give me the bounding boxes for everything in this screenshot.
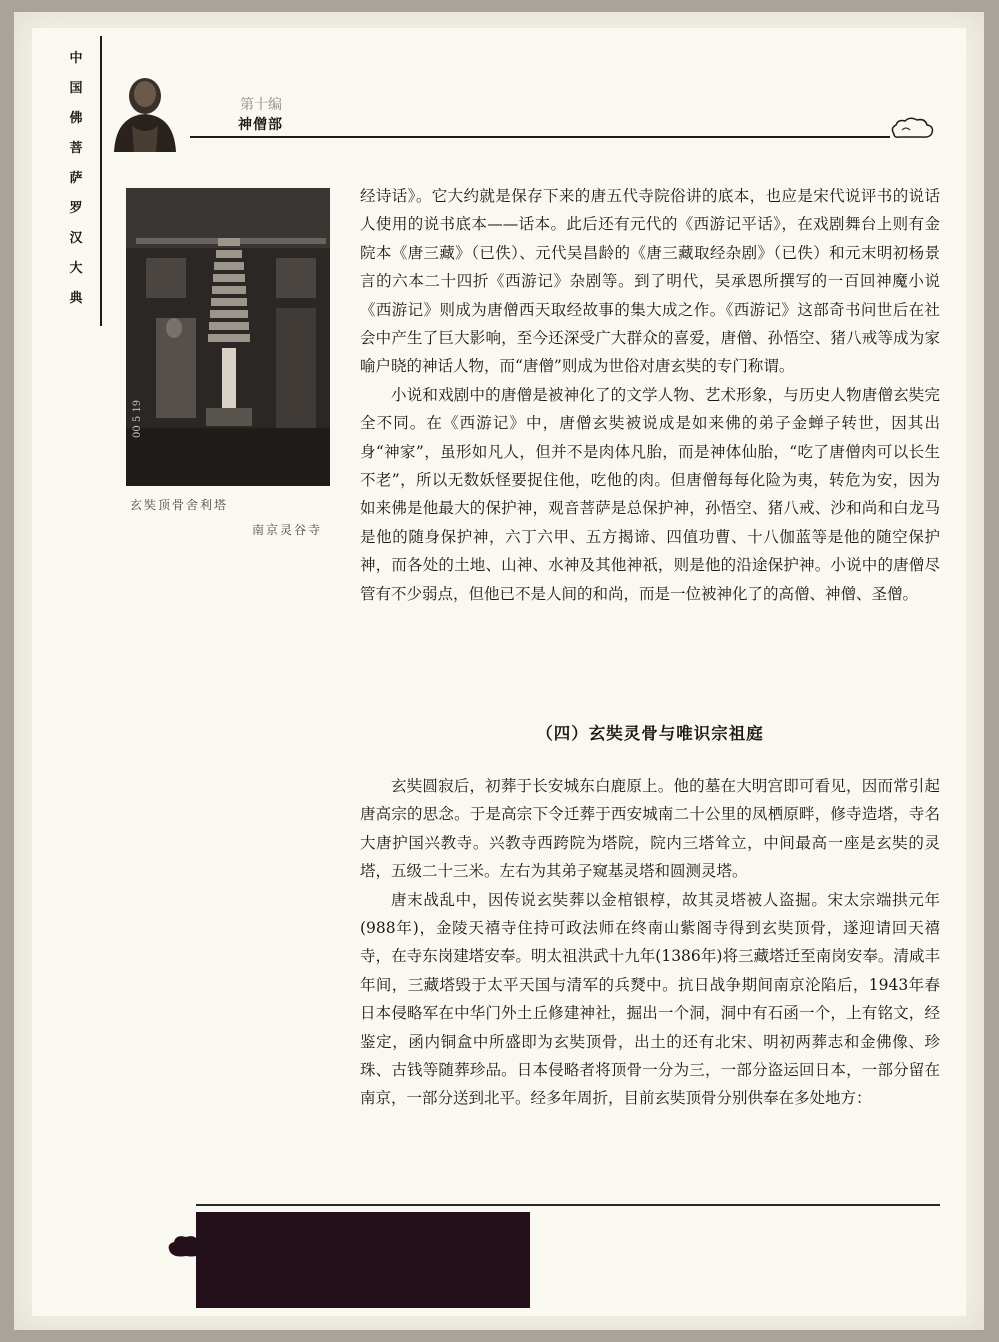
series-title-char: 菩 xyxy=(69,141,83,156)
part-label: 第十编 xyxy=(240,97,282,113)
footer-bar xyxy=(196,1212,530,1308)
section-subheading: （四）玄奘灵骨与唯识宗祖庭 xyxy=(536,724,764,743)
series-title-vertical xyxy=(66,44,86,314)
series-title-char: 罗 xyxy=(69,201,83,216)
paragraph: 玄奘圆寂后，初葬于长安城东白鹿原上。他的墓在大明宫即可看见，因而常引起唐高宗的思念。于是高宗下令迁葬于西安城南二十公里的凤栖原畔，修寺造塔，寺名大唐护国兴教寺。兴教寺西跨院为塔院，院内三塔耸立，中间最高一座是玄奘的灵塔，五级二十三米。左右为其弟子窥基灵塔和圆测灵塔。 xyxy=(360,777,940,881)
cloud-ornament-icon xyxy=(888,116,936,142)
header-rule xyxy=(190,136,890,138)
series-title-char: 大 xyxy=(69,261,83,276)
series-title-char: 萨 xyxy=(69,171,83,186)
body-text-top xyxy=(360,182,940,608)
paragraph: 唐末战乱中，因传说玄奘葬以金棺银椁，故其灵塔被人盗掘。宋太宗端拱元年(988年)，金陵天禧寺住持可政法师在终南山紫阁寺得到玄奘顶骨，遂迎请回天禧寺，在寺东岗建塔安奉。明太祖洪武十九年(1386年)将三藏塔迁至南岗安奉。清咸丰年间，三藏塔毁于太平天国与清军的兵燹中。抗日战争期间南京沦陷后，1943年春日本侵略军在中华门外土丘修建神社，掘出一个洞，洞中有石函一个，上有铭文，经鉴定，函内铜盒中所盛即为玄奘顶骨，出土的还有北宋、明初两葬志和金佛像、珍珠、古钱等随葬珍品。日本侵略者将顶骨一分为三，一部分盗运回日本，一部分留在南京，一部分送到北平。经多年周折，目前玄奘顶骨分别供奉在多处地方： xyxy=(360,890,940,1108)
body-text-bottom xyxy=(360,772,940,1113)
photo-date-stamp: 00 5 19 xyxy=(132,399,143,438)
footer-rule xyxy=(196,1204,940,1206)
pagoda-photo xyxy=(126,188,330,486)
section-title: 神僧部 xyxy=(238,117,283,133)
series-title-char: 汉 xyxy=(69,231,83,246)
margin-rule xyxy=(100,36,102,326)
series-title-char: 典 xyxy=(69,291,83,306)
series-title-char: 国 xyxy=(69,81,83,96)
series-title-char: 中 xyxy=(69,51,83,66)
photo-caption-title: 玄奘顶骨舍利塔 xyxy=(130,498,229,512)
series-title-char: 佛 xyxy=(69,111,83,126)
paragraph: 经诗话》。它大约就是保存下来的唐五代寺院俗讲的底本，也应是宋代说评书的说话人使用的说书底本——话本。此后还有元代的《西游记平话》，在戏剧舞台上则有金院本《唐三藏》（已佚）、元代吴昌龄的《唐三藏取经杂剧》（已佚）和元末明初杨景言的六本二十四折《西游记》杂剧等。到了明代，吴承恩所撰写的一百回神魔小说《西游记》则成为唐僧西天取经故事的集大成之作。《西游记》这部奇书问世后在社会中产生了巨大影响，至今还深受广大群众的喜爱，唐僧、孙悟空、猪八戒等成为家喻户晓的神话人物，而“唐僧”则成为世俗对唐玄奘的专门称谓。 xyxy=(360,187,940,376)
paragraph: 小说和戏剧中的唐僧是被神化了的文学人物、艺术形象，与历史人物唐僧玄奘完全不同。在《西游记》中，唐僧玄奘被说成是如来佛的弟子金蝉子转世，因其出身“神家”，虽形如凡人，但并不是肉体凡胎，而是神体仙胎，“吃了唐僧肉可以长生不老”，所以无数妖怪要捉住他，吃他的肉。但唐僧每每化险为夷，转危为安，因为如来佛是他最大的保护神，观音菩萨是总保护神，孙悟空、猪八戒、沙和尚和白龙马是他的随身保护神，六丁六甲、五方揭谛、四值功曹、十八伽蓝等是他的随空保护神，而各处的土地、山神、水神及其他神祇，则是他的沿途保护神。小说中的唐僧尽管有不少弱点，但他已不是人间的和尚，而是一位被神化了的高僧、神僧、圣僧。 xyxy=(360,385,940,603)
monk-portrait-image xyxy=(106,66,184,152)
photo-caption-location: 南京灵谷寺 xyxy=(252,523,323,537)
